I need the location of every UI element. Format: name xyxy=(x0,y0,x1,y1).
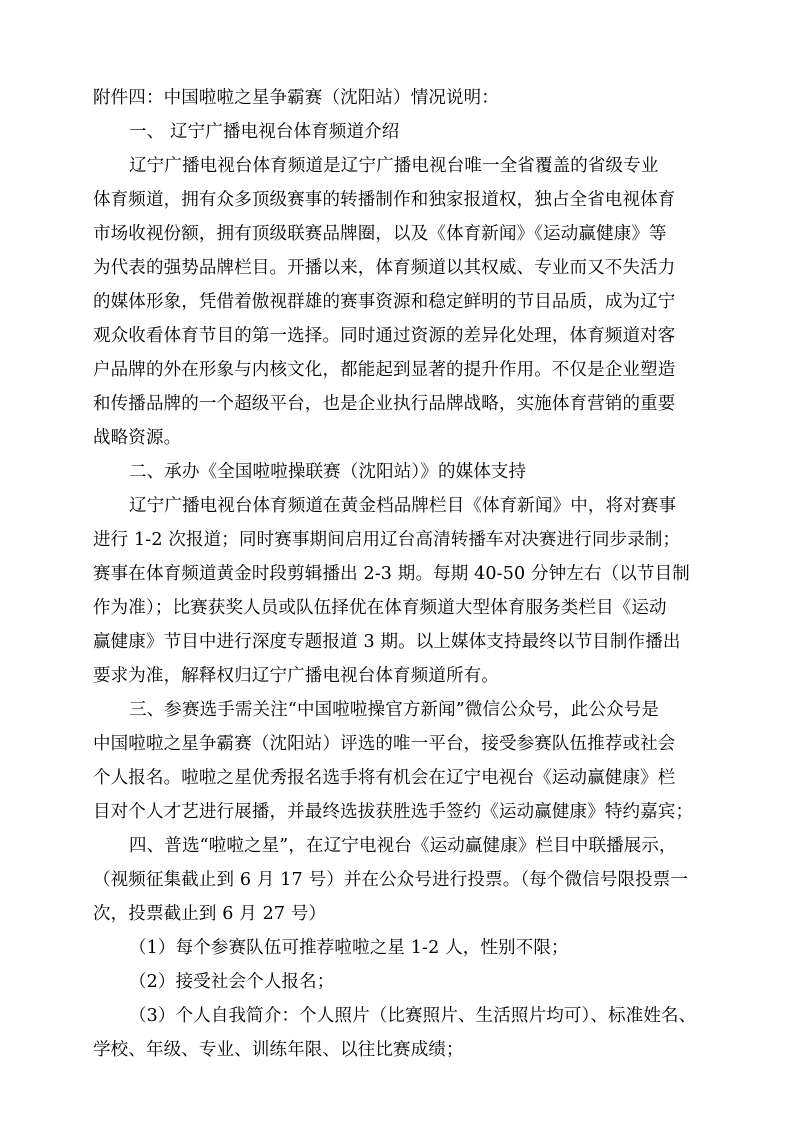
section-1-heading: 一、 辽宁广播电视台体育频道介绍 xyxy=(129,122,400,142)
paragraph-line: 次，投票截止到 6 月 27 号） xyxy=(93,904,327,924)
paragraph-line: 作为准）；比赛获奖人员或队伍择优在体育频道大型体育服务类栏目《运动 xyxy=(93,598,667,618)
paragraph-line: 为代表的强势品牌栏目。开播以来，体育频道以其权威、专业而又不失活力 xyxy=(93,258,676,278)
section-2-heading: 二、承办《全国啦啦操联赛（沈阳站）》的媒体支持 xyxy=(129,462,527,482)
paragraph-line: 进行 1-2 次报道；同时赛事期间启用辽台高清转播车对决赛进行同步录制； xyxy=(93,530,681,550)
paragraph-line: 中国啦啦之星争霸赛（沈阳站）评选的唯一平台，接受参赛队伍推荐或社会 xyxy=(93,734,676,754)
paragraph-line: 目对个人才艺进行展播，并最终选拔获胜选手签约《运动赢健康》特约嘉宾； xyxy=(93,802,694,822)
paragraph-line: 赢健康》节目中进行深度专题报道 3 期。以上媒体支持最终以节目制作播出 xyxy=(93,632,681,652)
paragraph-line: 战略资源。 xyxy=(93,428,182,448)
paragraph-line: 观众收看体育节目的第一选择。同时通过资源的差异化处理，体育频道对客 xyxy=(93,326,676,346)
paragraph-line: 个人报名。啦啦之星优秀报名选手将有机会在辽宁电视台《运动赢健康》栏 xyxy=(93,768,676,788)
paragraph-line: （视频征集截止到 6 月 17 号）并在公众号进行投票。（每个微信号限投票一 xyxy=(93,870,689,890)
list-item: （2）接受社会个人报名； xyxy=(129,972,335,992)
paragraph-line: 的媒体形象，凭借着傲视群雄的赛事资源和稳定鲜明的节目品质，成为辽宁 xyxy=(93,292,676,312)
document-title: 附件四：中国啦啦之星争霸赛（沈阳站）情况说明： xyxy=(93,88,499,108)
paragraph-line: 和传播品牌的一个超级平台，也是企业执行品牌战略，实施体育营销的重要 xyxy=(93,394,676,414)
paragraph-line: 赛事在体育频道黄金时段剪辑播出 2-3 期。每期 40-50 分钟左右（以节目制 xyxy=(93,564,690,584)
list-item: （1）每个参赛队伍可推荐啦啦之星 1-2 人，性别不限； xyxy=(129,938,569,958)
section-3-paragraph-line: 三、参赛选手需关注“中国啦啦操官方新闻”微信公众号，此公众号是 xyxy=(129,700,660,720)
paragraph-line: 学校、年级、专业、训练年限、以往比赛成绩； xyxy=(93,1040,464,1060)
paragraph-line: 市场收视份额，拥有顶级联赛品牌圈，以及《体育新闻》《运动赢健康》等 xyxy=(93,224,667,244)
paragraph-line: 户品牌的外在形象与内核文化，都能起到显著的提升作用。不仅是企业塑造 xyxy=(93,360,676,380)
paragraph-line: 辽宁广播电视台体育频道在黄金档品牌栏目《体育新闻》中，将对赛事 xyxy=(129,496,677,516)
paragraph-line: 体育频道，拥有众多顶级赛事的转播制作和独家报道权，独占全省电视体育 xyxy=(93,190,676,210)
paragraph-line: 辽宁广播电视台体育频道是辽宁广播电视台唯一全省覆盖的省级专业 xyxy=(129,156,659,176)
section-4-paragraph-line: 四、普选“啦啦之星”，在辽宁电视台《运动赢健康》栏目中联播展示， xyxy=(129,836,677,856)
list-item: （3）个人自我简介：个人照片（比赛照片、生活照片均可）、标准姓名、 xyxy=(129,1006,697,1026)
paragraph-line: 要求为准，解释权归辽宁广播电视台体育频道所有。 xyxy=(93,666,499,686)
